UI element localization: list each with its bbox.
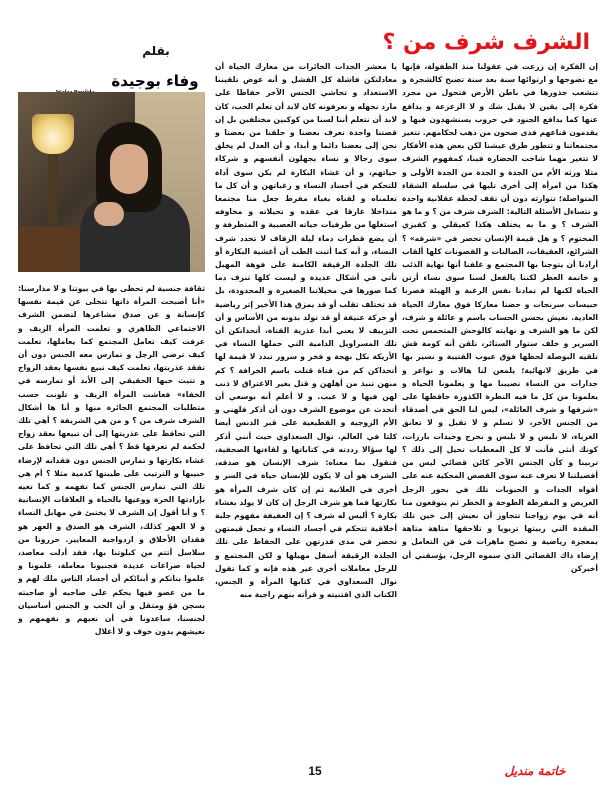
text-column-left: ثقافة جنسية لم تحظى بها في بيوتنا و لا مدارسنا: «أنا أصبحت المرأة ذاتها تتخلى عن قيمة نفسها كإنسانة و عن صدق مشاعرها لتضمن الشرف الاجتماعي الظاهري و تعلمت المرأة الزيف و عرفت كيف تعامل المجتمع كما يعاملها، تعلمت كيف ترضي الرجل و تمارس معه الجنس دون أن تفقد عذريتها، تعلمت كيف تبيع نفسها بعقد الزواج و تتبث حبها الحقيقي إلى الأبد أو تمارسه في الخفاء» فعاشت المرأة الزيف و تلونت حسب متطلبات المجتمع الجائرة منها و أنا ها أشكال الشرف شرف من ؟ و من هي الشريفة ؟ أهي تلك التي تحافظ على عذريتها إلى أن تبيعها بعقد زواج لحكمة لم تعرفها قط ؟ أهي تلك التي تحافظ على غشاء بكارتها و تمارس الجنس دون فقدانه لإرضاء حبيبها و الترتيب على طيبتها كدمية مثلا ؟ أم هي تلك التي تمارس الجنس كما تفهمه و كما تعيه بإرادتها الحرة ووعيها بالحياة و العلاقات الإنسانية ؟ و أنا أقول إن الشرف لا يختبئ في مهابل النساء و لا العهر كذلك، الشرف هو الصدق و العهر هو فقدان الأخلاق و ازدواجية المعايير. حررونا من سلاسل أتتم من كبلوتنا بها، فقد أدلت معاصد، لحياة صراعات عديدة فجنبونا معاملة، علمونا و علموا بناتكم و أبنائكم أن أجساد الناس ملك لهم و ما من عضو فيها يحكم على صاحبه أو صاحبته بسجن فؤ ومتقل و أن الحب و الجنس أساسيان لجنسنا، ساعدونا في أن نعيهم و نفهمهم و نعيشهم بدون خوف و لا أغلال xyxy=(18,284,205,637)
text-column-middle: يا معشر الجدات الخائرات من معارك الحياة أن معادلتكن فاشلة كل الفشل و أنه عوض تلقيننا الاستعداد و تحاشي الجنس الآخر حفاظا على مارد نجهله و نعرفونه كان لابد أن تعلم الحب، كان لابد أن نتعلم أننا لسنا من كوكبين مختلفين بل إن قصتنا واحدة نعرف بعضنا و حلقنا من بعضنا و نحن إلى بعضنا دائما و أبدا، و أن العدل لم يخلق سوى رجالا و نساء يجهلون أنفسهم و شركاء حياتهم، و أن غشاء البكارة لم يكن سوى أداة للتحكم في أجساد النساء و رغباتهن و أن كل ما تعلمناه و لقناه بغباء مفرط جعل منا مجتمعا متداخلا غارقا في عقده و تخيلاته و مخاوفه استغلها من طرفيات حياته العصبية و المتطرفة و أن يضع قطرات دماء ليلة الزفاف لا تحدد شرف النساء، و أنه كما أثبت الطب أن أغشية البكارة أو تلك الجلدة الرقيقة الكامنة على فوهة المهبل تأتي في أشكال عديدة و ليست كلها تنزف دما كما صورها في مخيلاتنا الصغيرة و المحدودة، بل قد تختلف تقلب أو قد يمزق هذا الأخير إثر رياضية أو حركة عنيفة أو قد تولد بدونه من الأساس و أن التزييف لا يعني أبدا عذرية الفتاة، أتحدانكن أن تلك المسراويل الدامية التي حملها النساء في الأريكة بكل بهجة و فخر و سرور تبدد لا قيمة لها أتحداكن كم من فتاة قتلت باسم الخرافة ؟ كم منهن تنبذ من أهلهن و قتل بغير الاغتراق لا ذنب لهن فيها و لا عيب. و لا أعلم أنه بوسعي أن أتحدث عن موضوع الشرف دون أن أذكر فلهني و الأم الزوجية و القطيعية على قبر الدنس أيضا كلتا في العالم. نوال السعداوي حيث أنني أذكر لها سؤالا رددته في كتاباتها و لقاءتها الصحفية، فتقول بما معناه: شرف الإنسان هو صدقه، الشرف هو أن لا يكون للإنسان حياة في السر و أخرى في العلانية ثم إن كان شرف المرأة هو بكارتها فما هو شرف الرجل إن كان لا يولد بغشاء بكارة ؟ أليس له شرف ؟ إن العفيفة مفهوم جلبة أخلاقية تتحكم في أجساد النساء و تجعل قيمتهن تحصر في مدى قدرتهن على الحفاظ على تلك الجلدة الرقيقة أسفل مهبلها و لكن المجتمع و للرجل معاملات أخرى غير هذه فإنه و كما تقول نوال السعداوي في كتابها المرأة و الجنس، الكتاب الذي اقتنيته و قرأته بنهم راجية منه xyxy=(215,62,397,600)
author-portrait-image xyxy=(18,92,205,272)
lamp-shade xyxy=(32,114,74,154)
author-name-arabic: وفاء بوجيدة xyxy=(111,72,199,90)
text-column-right: إن الفكرة إن زرعت في عقولنا منذ الطفولة، فإنها مع نضوجها و ارتوائها سنة بعد سنة تصبح كالشجرة و تتشعب جذورها في باطن الأرض فتحول من مجرد فكرة إلى يقين لا يقبل شك و لا الزعزعة و يدافع عنها كما يدافع الجنود في حروب يستشهدون فيها و يقدمون قناعهم فدى صحون من ذهب لحكامهم. تتغير مجتمعاتنا و تتطور طرق عيشنا لكن بعض هذه الأفكار لا تتغير مهما شاخت الحضارة فينا، كمفهوم الشرف مثلا ورثه الأم من الجدة و الجدة من الجدة الأولى و هكذا من امرأة إلى أخرى تليها في سلسلة الشقاء المتواصلة؛ تتوارثه دون أن تقف لحظة عقلانية واحدة و تتساءل الأسئلة التالية: الشرف شرف من ؟ و ما هو الشرف ؟ و ما به يختلف هكذا كعيقلي و كفيزي المحتوم ؟ و هل قيمة الإنسان تحصر في «شرفه» ؟ الشرائع، العقيقات، الصالنات و القصونات كلها ألقاب أرادنا أن يتوجنا بها المجتمع و غلفنا أنها نهاية الذئب و خاتمة العطر لكننا بالفعل لسنا سوى نساء أرتن الحياة لكنها لم تمادنا نفس الرغبة و الهيئة فصرنا حبيسات سرنجات و حضنا معاركا فوق معارك الحياة العادية. نعيش بحسن الحساب باسم و عائلة و شرف، لكن ما هو الشرف و نهايته كالوحش المتحمس تحت السرير و خلف ستوار الستائر، تلقن أنه كومة قش تلقيه البوصلة لحظها فوق عيوب الفتيية و نسير بها في طريق لانهائية؛ يلمعن لنا هالات و نواعر و جدارات من النساء تصيبنا مها و يعلمونا الحياة و يعلمونا من كل ما فيه النطرة الكذورة حافظها على «شرفها و شرف العائلة»، ليس لنا الحق في أصدقاء من الجنس الآخر، لا تسلم و لا تقبل و لا تعانق الغرباء، لا نلبس و لا نلبس و نخرج وحيدات بارزات، كونك أنثى فأنت لا كل المعطيات تحيل إلى ذلك ؟ تربينا و كأن الجنس الآخر كائن قضائي ليس من أفصيلتنا لا تعرف عنه سوى القصص المحكية عنه على أفواه الجدات و الحبوبات تلك في بحور الرجل الغريص و المفرطة الطوحة و الخطر ثم يتوقعون منا أنه في يوم زواجنا تتجاوز أن نعيش إلى حين تلك المقدة التي ربيتها تربويا و تلاحقها متاهة متاهة بمعجزة رياضية و نصبح ماهرات في فن التعامل و إرضاء ذاك القضائي الذي سموه الرجل، يؤسفني أن أخبركن xyxy=(402,62,598,573)
person-hand xyxy=(94,202,124,226)
chair xyxy=(18,226,88,272)
signature-logo: خاتمة منديل xyxy=(504,764,566,778)
byline-label: بقلم xyxy=(142,44,170,58)
page-number: 15 xyxy=(308,764,322,778)
article-title: الشرف شرف من ؟ xyxy=(382,30,590,55)
person-face xyxy=(110,144,148,194)
lamp-base xyxy=(48,154,58,224)
